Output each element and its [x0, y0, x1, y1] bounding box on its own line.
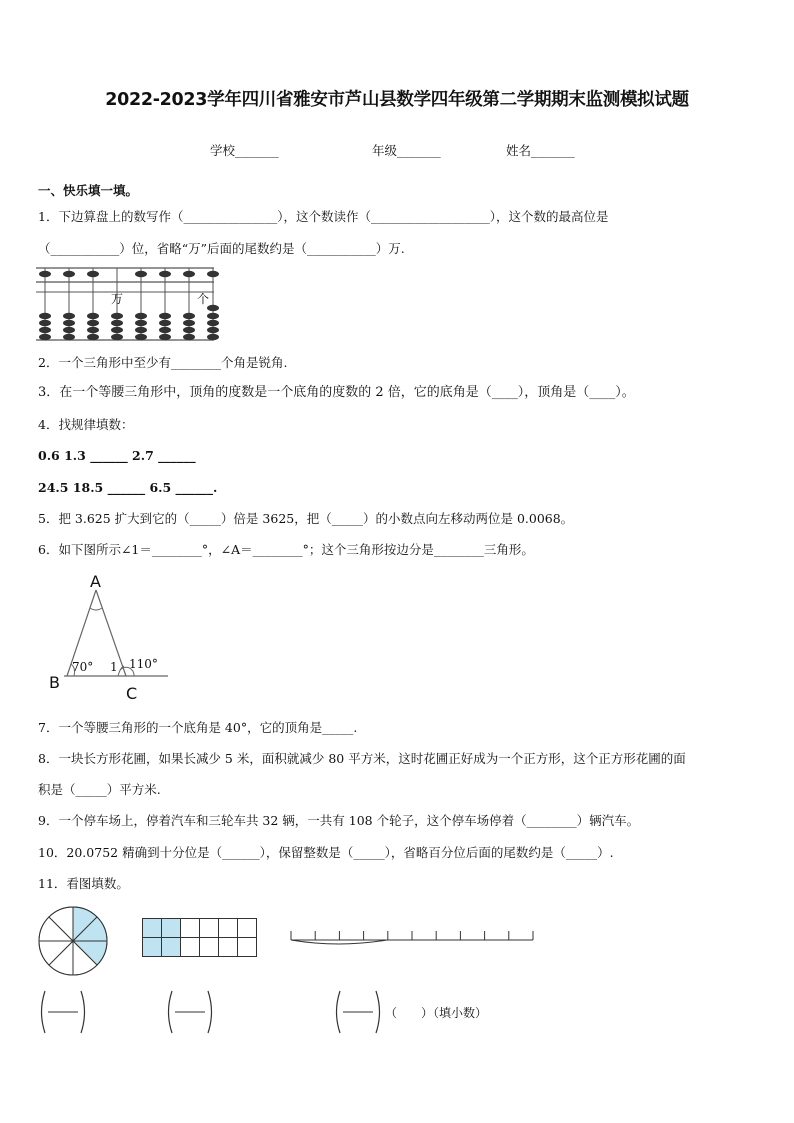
abacus-lower-bead	[111, 327, 123, 333]
question-4: 4．找规律填数：	[38, 417, 134, 432]
grid-cell	[200, 938, 219, 957]
number-line	[289, 926, 535, 948]
question-8-line1: 8．一块长方形花圃，如果长减少 5 米，面积就减少 80 平方米，这时花圃正好成为一个正方形，这个正方形花圃的面	[38, 751, 686, 766]
abacus-label-ge: 个	[197, 292, 210, 306]
question-9: 9．一个停车场上，停着汽车和三轮车共 32 辆，一共有 108 个轮子，这个停车场停着（________）辆汽车。	[38, 813, 640, 828]
abacus-lower-bead	[63, 334, 75, 340]
vertex-a: A	[90, 572, 101, 591]
abacus-lower-bead	[63, 313, 75, 319]
abacus-lower-bead	[135, 320, 147, 326]
question-10: 10．20.0752 精确到十分位是（______），保留整数是（_____），省略百分位后面的尾数约是（_____）.	[38, 845, 614, 860]
abacus-lower-bead	[135, 327, 147, 333]
grade-field: 年级_______	[372, 143, 441, 158]
abacus-lower-bead	[87, 327, 99, 333]
abacus-lower-bead	[207, 320, 219, 326]
grid-cell	[162, 919, 181, 938]
abacus-lower-bead	[159, 334, 171, 340]
angle-1-label: 1	[110, 660, 118, 674]
grid-cell	[143, 938, 162, 957]
abacus-lower-bead	[135, 313, 147, 319]
school-field: 学校_______	[210, 143, 279, 158]
abacus-lower-bead	[63, 327, 75, 333]
angle-exterior-label: 110°	[129, 657, 158, 671]
abacus-lower-bead	[159, 327, 171, 333]
question-1-line2: （___________）位，省略“万”后面的尾数约是（___________）万.	[38, 241, 405, 256]
abacus-lower-bead	[207, 327, 219, 333]
question-7: 7．一个等腰三角形的一个底角是 40°，它的顶角是_____.	[38, 720, 358, 735]
page-title: 2022-2023学年四川省雅安市芦山县数学四年级第二学期期末监测模拟试题	[105, 90, 689, 110]
abacus-lower-bead	[159, 313, 171, 319]
abacus-lower-bead	[135, 334, 147, 340]
abacus-lower-bead	[111, 334, 123, 340]
question-3: 3．在一个等腰三角形中，顶角的度数是一个底角的度数的 2 倍，它的底角是（____），顶角是（____）。	[38, 385, 635, 400]
abacus-lower-bead	[207, 313, 219, 319]
grid-cell	[238, 938, 257, 957]
fraction-circle	[38, 906, 108, 976]
abacus-lower-bead	[111, 320, 123, 326]
abacus-lower-bead	[39, 313, 51, 319]
triangle-figure	[46, 572, 176, 704]
abacus-upper-bead	[87, 271, 99, 277]
abacus-upper-bead	[135, 271, 147, 277]
vertex-b: B	[49, 673, 60, 692]
abacus-lower-bead	[183, 327, 195, 333]
abacus-label-wan: 万	[111, 292, 124, 306]
answer-bracket-3	[333, 989, 383, 1035]
abacus-lower-bead	[39, 327, 51, 333]
grid-cell	[219, 919, 238, 938]
abacus-upper-bead	[39, 271, 51, 277]
abacus-lower-bead	[39, 334, 51, 340]
abacus-figure	[36, 266, 216, 342]
question-5: 5．把 3.625 扩大到它的（_____）倍是 3625，把（_____）的小数点向左移动两位是 0.0068。	[38, 511, 574, 526]
answer-bracket-1	[38, 989, 88, 1035]
question-2: 2．一个三角形中至少有________个角是锐角.	[38, 355, 288, 370]
abacus-upper-bead	[207, 271, 219, 277]
abacus-lower-bead	[159, 320, 171, 326]
grid-cell	[181, 919, 200, 938]
grid-cell	[238, 919, 257, 938]
abacus-lower-bead	[111, 313, 123, 319]
vertex-c: C	[126, 684, 138, 703]
question-1-line1: 1．下边算盘上的数写作（_______________），这个数读作（___________________），这个数的最高位是	[38, 209, 609, 224]
question-6: 6．如下图所示∠1＝________°，∠A＝________°；这个三角形按边分是________三角形。	[38, 542, 534, 557]
abacus-lower-bead	[87, 334, 99, 340]
name-field: 姓名_______	[506, 143, 575, 158]
angle-b-label: 70°	[72, 660, 94, 674]
abacus-upper-bead	[183, 271, 195, 277]
abacus-lower-bead	[63, 320, 75, 326]
question-4-row1: 0.6 1.3 ______ 2.7 ______	[38, 448, 196, 463]
abacus-upper-bead	[63, 271, 75, 277]
abacus-lower-bead	[183, 313, 195, 319]
grid-cell	[219, 938, 238, 957]
abacus-upper-bead	[159, 271, 171, 277]
grid-cell	[143, 919, 162, 938]
section-heading: 一、快乐填一填。	[38, 183, 139, 198]
abacus-lower-bead	[183, 334, 195, 340]
abacus-lower-bead	[87, 313, 99, 319]
grid-cell	[181, 938, 200, 957]
question-4-row2: 24.5 18.5 ______ 6.5 ______.	[38, 480, 218, 495]
decimal-answer-hint: （ ）（填小数）	[385, 1006, 488, 1020]
question-11: 11．看图填数。	[38, 876, 129, 891]
abacus-lower-bead	[183, 320, 195, 326]
grid-cell	[162, 938, 181, 957]
fraction-grid	[142, 918, 258, 958]
abacus-lower-bead	[39, 320, 51, 326]
grid-cell	[200, 919, 219, 938]
abacus-lower-bead	[207, 334, 219, 340]
abacus-lower-bead	[87, 320, 99, 326]
answer-bracket-2	[165, 989, 215, 1035]
question-8-line2: 积是（_____）平方米.	[38, 782, 161, 797]
